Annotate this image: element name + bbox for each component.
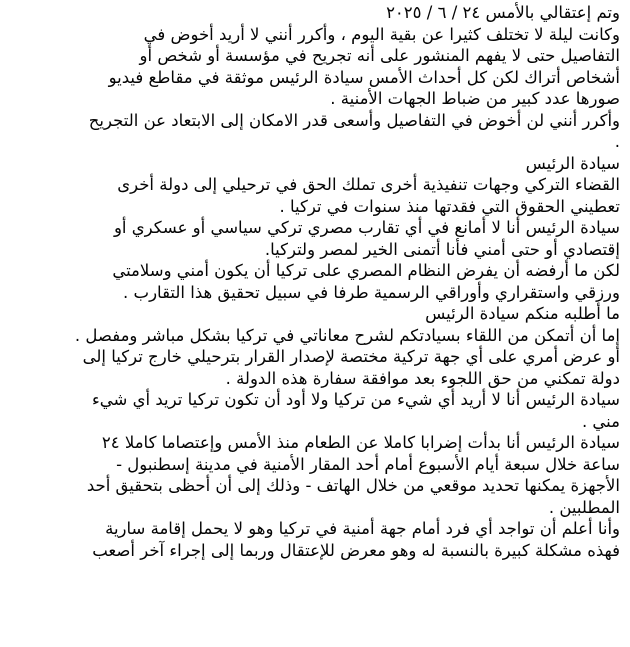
post-line: سيادة الرئيس أنا لا أمانع في أي تقارب مصري تركي سياسي أو عسكري أو <box>113 218 620 237</box>
post-paragraph <box>8 153 620 325</box>
post-line: ورزقي واستقراري وأوراقي الرسمية طرفا في سبيل تحقيق هذا التقارب . <box>123 282 620 302</box>
post-line: دولة تمكني من حق اللجوء بعد موافقة سفارة هذه الدولة . <box>225 368 620 388</box>
post-line: ما أطلبه منكم سيادة الرئيس <box>425 304 620 323</box>
post-line: وأنا أعلم أن تواجد أي فرد أمام جهة أمنية في تركيا وهو لا يحمل إقامة سارية <box>105 519 620 538</box>
post-line: ساعة خلال سبعة أيام الأسبوع أمام أحد المقار الأمنية في مدينة إسطنبول - <box>116 454 620 474</box>
post-paragraph <box>8 325 620 433</box>
post-paragraph <box>8 432 620 518</box>
post-line: . <box>614 132 620 151</box>
post-line: لكن ما أرفضه أن يفرض النظام المصري على تركيا أن يكون أمني وسلامتي <box>112 261 620 280</box>
post-line: سيادة الرئيس <box>525 153 620 173</box>
post-line: فهذه مشكلة كبيرة بالنسبة له وهو معرض للإعتقال وربما إلى إجراء آخر أصعب <box>92 540 620 560</box>
post-line: مني . <box>581 411 620 431</box>
post-line: سيادة الرئيس أنا لا أريد أي شيء من تركيا ولا أود أن تكون تركيا تريد أي شيء <box>92 390 620 409</box>
post-line: وكانت ليلة لا تختلف كثيرا عن بقية اليوم ، وأكرر أنني لا أريد أخوض في <box>143 24 620 44</box>
post-line: التفاصيل حتى لا يفهم المنشور على أنه تجريح في مؤسسة أو شخص أو <box>139 46 620 65</box>
post-line: وتم إعتقالي بالأمس ٢٤ / ٦ / ٢٠٢٥ <box>386 3 620 22</box>
post-line: الأجهزة يمكنها تحديد موقعي من خلال الهاتف - وذلك إلى أن أحظى بتحقيق أحد <box>86 476 620 495</box>
post-paragraph <box>8 518 620 561</box>
post-line: المطلبين . <box>548 497 620 517</box>
post-line: أو عرض أمري على أي جهة تركية مختصة لإصدار القرار بترحيلي خارج تركيا إلى <box>82 347 620 366</box>
post-line: إقتصادي أو حتى أمني فأنا أتمنى الخير لمصر ولتركيا. <box>264 239 620 259</box>
post-line: صورها عدد كبير من ضباط الجهات الأمنية . <box>330 89 620 108</box>
post-line: القضاء التركي وجهات تنفيذية أخرى تملك الحق في ترحيلي إلى دولة أخرى <box>117 175 620 194</box>
post-line: تعطيني الحقوق التي فقدتها منذ سنوات في تركيا . <box>279 196 620 216</box>
post-line: إما أن أتمكن من اللقاء بسيادتكم لشرح معاناتي في تركيا بشكل مباشر ومفصل . <box>74 325 620 345</box>
post-body <box>8 2 620 561</box>
post-line: وأكرر أنني لن أخوض في التفاصيل وأسعى قدر الامكان إلى الابتعاد عن التجريح <box>88 110 620 130</box>
post-line: سيادة الرئيس أنا بدأت إضرابا كاملا عن الطعام منذ الأمس وإعتصاما كاملا ٢٤ <box>101 433 620 452</box>
post-paragraph <box>8 2 620 153</box>
post-line: أشخاص أتراك لكن كل أحداث الأمس سيادة الرئيس موثقة في مقاطع فيديو <box>108 67 620 87</box>
